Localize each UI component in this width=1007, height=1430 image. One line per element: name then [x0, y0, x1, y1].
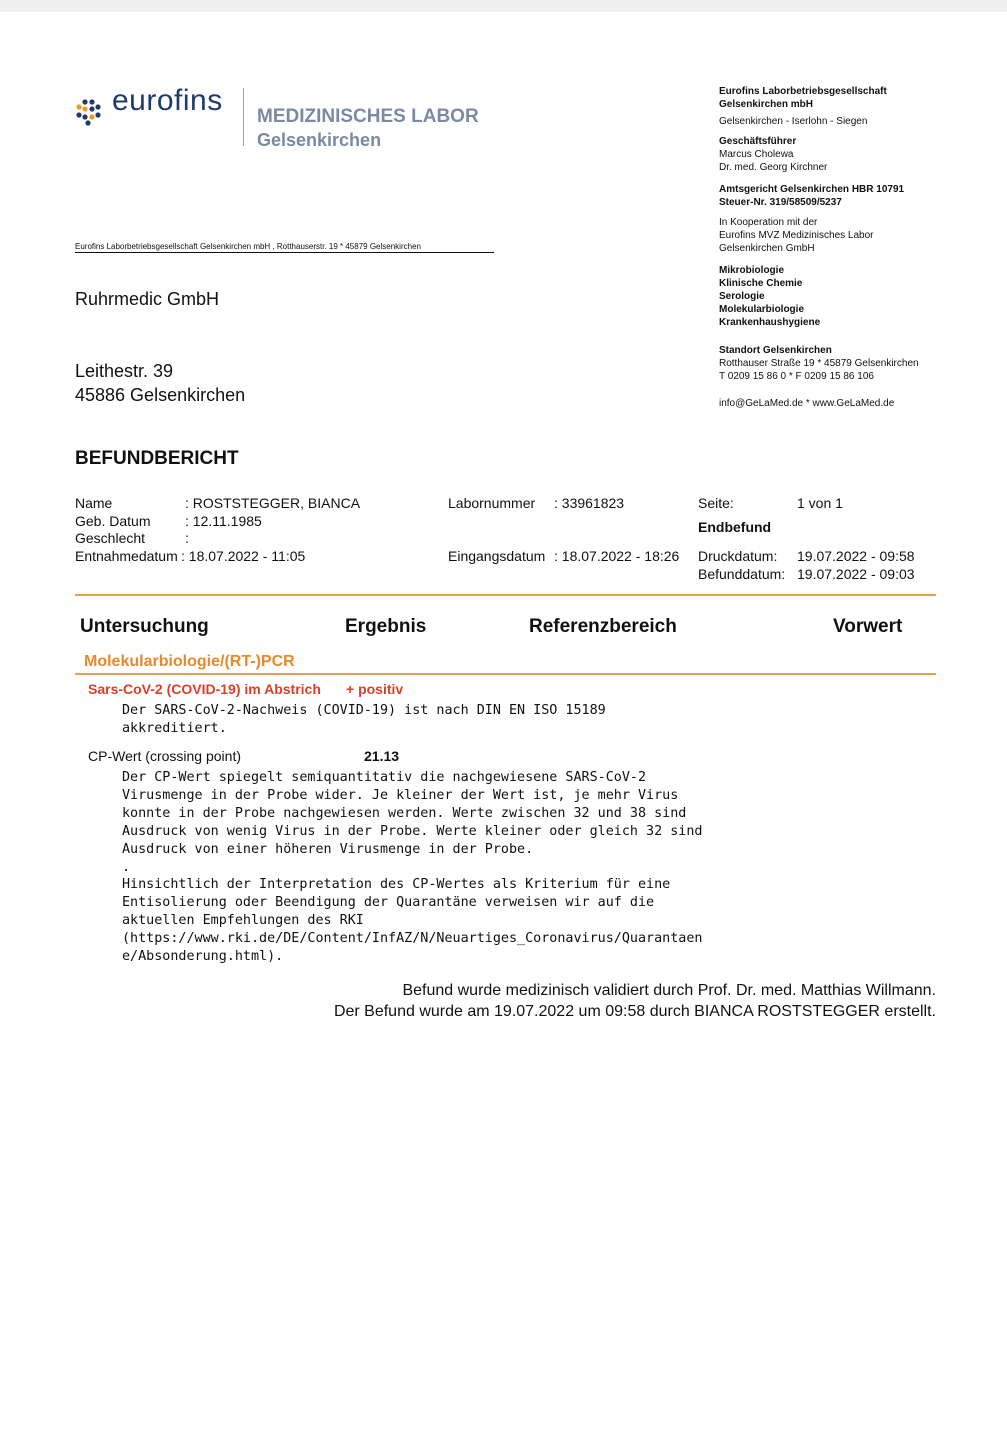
- creation-note: Der Befund wurde am 19.07.2022 um 09:58 durch BIANCA ROSTSTEGGER erstellt.: [333, 1003, 936, 1020]
- page-label: Seite:: [698, 495, 734, 511]
- print-date-label: Druckdatum:: [698, 548, 778, 564]
- cp-note-rki: Hinsichtlich der Interpretation des CP-Wertes als Kriterium für eine Entisolierung oder Beendigung der Quarantäne verweisen wir auf die aktuellen Empfehlungen des RKI (https://www.rki.de/DE/Content/InfAZ/N/Neuartiges_Coronavirus/Quarantaen e/Absonderung.html).: [122, 877, 703, 964]
- cp-test-value: 21.13: [364, 748, 400, 764]
- col-previous: Vorwert: [833, 616, 903, 637]
- lab-city: Gelsenkirchen: [257, 130, 382, 150]
- lab-number-label: Labornummer: [448, 495, 536, 511]
- report-status: Endbefund: [698, 519, 772, 535]
- sample-date-value: : 18.07.2022 - 11:05: [181, 548, 306, 564]
- covid-test-name: Sars-CoV-2 (COVID-19) im Abstrich: [88, 681, 321, 697]
- site-info: Standort Gelsenkirchen Rotthauser Straße 19 * 45879 Gelsenkirchen T 0209 15 86 0 * F 0209 15 86 106: [719, 345, 919, 382]
- sex-value: :: [185, 530, 189, 546]
- sex-label: Geschlecht: [75, 530, 146, 546]
- cooperation-info: In Kooperation mit der Eurofins MVZ Medizinisches Labor Gelsenkirchen GmbH: [719, 217, 874, 254]
- name-value: : ROSTSTEGGER, BIANCA: [185, 495, 361, 511]
- cp-note-separator: .: [122, 860, 131, 875]
- dob-label: Geb. Datum: [75, 513, 151, 529]
- header-divider: [75, 594, 936, 596]
- covid-note: Der SARS-CoV-2-Nachweis (COVID-19) ist nach DIN EN ISO 15189 akkreditiert.: [122, 703, 606, 736]
- recipient-street: Leithestr. 39: [75, 361, 174, 381]
- company-locations: Gelsenkirchen - Iserlohn - Siegen: [719, 116, 868, 127]
- brand-wordmark: eurofins: [112, 84, 223, 117]
- received-date-label: Eingangsdatum: [448, 548, 546, 564]
- lab-name: MEDIZINISCHES LABOR: [257, 106, 479, 127]
- company-name: Eurofins Laborbetriebsgesellschaft Gelsenkirchen mbH: [719, 86, 887, 110]
- cp-test-name: CP-Wert (crossing point): [88, 748, 242, 764]
- cp-note: Der CP-Wert spiegelt semiquantitativ die nachgewiesene SARS-CoV-2 Virusmenge in der Probe wider. Je kleiner der Wert ist, je mehr Virus konnte in der Probe nachgewiesen werden. Werte zwischen 32 und 38 sind Ausdruck von wenig Virus in der Probe. Werte kleiner oder gleich 32 sind Ausdruck von einer höheren Virusmenge in der Probe.: [122, 770, 703, 857]
- section-divider: [75, 673, 936, 675]
- received-date-value: : 18.07.2022 - 18:26: [554, 548, 680, 564]
- result-date-label: Befunddatum:: [698, 566, 786, 582]
- contact-info: info@GeLaMed.de * www.GeLaMed.de: [719, 398, 895, 409]
- lab-number-value: : 33961823: [554, 495, 625, 511]
- col-test: Untersuchung: [80, 616, 209, 637]
- col-result: Ergebnis: [345, 616, 427, 637]
- report-title: BEFUNDBERICHT: [75, 448, 239, 469]
- managing-directors: Geschäftsführer Marcus Cholewa Dr. med. Georg Kirchner: [719, 136, 828, 173]
- report-page: [0, 12, 1007, 1430]
- recipient-city: 45886 Gelsenkirchen: [75, 385, 246, 405]
- page-value: 1 von 1: [797, 495, 843, 511]
- col-range: Referenzbereich: [529, 616, 677, 637]
- validation-note: Befund wurde medizinisch validiert durch Prof. Dr. med. Matthias Willmann.: [402, 982, 936, 999]
- recipient-name: Ruhrmedic GmbH: [75, 289, 220, 309]
- print-date-value: 19.07.2022 - 09:58: [797, 548, 915, 564]
- result-date-value: 19.07.2022 - 09:03: [797, 566, 915, 582]
- eurofins-dots-icon: [74, 98, 104, 126]
- departments-list: Mikrobiologie Klinische Chemie Serologie Molekularbiologie Krankenhaushygiene: [719, 265, 821, 328]
- sender-address-line: Eurofins Laborbetriebsgesellschaft Gelsenkirchen mbH , Rotthauserstr. 19 * 45879 Gelsenkirchen: [75, 242, 494, 253]
- name-label: Name: [75, 495, 113, 511]
- logo-divider: [243, 88, 244, 146]
- registry-info: Amtsgericht Gelsenkirchen HBR 10791 Steuer-Nr. 319/58509/5237: [719, 184, 905, 208]
- covid-test-result: + positiv: [346, 681, 404, 697]
- sample-date-label: Entnahmedatum: [75, 548, 178, 564]
- section-title: Molekularbiologie/(RT-)PCR: [84, 653, 295, 670]
- dob-value: : 12.11.1985: [185, 513, 262, 529]
